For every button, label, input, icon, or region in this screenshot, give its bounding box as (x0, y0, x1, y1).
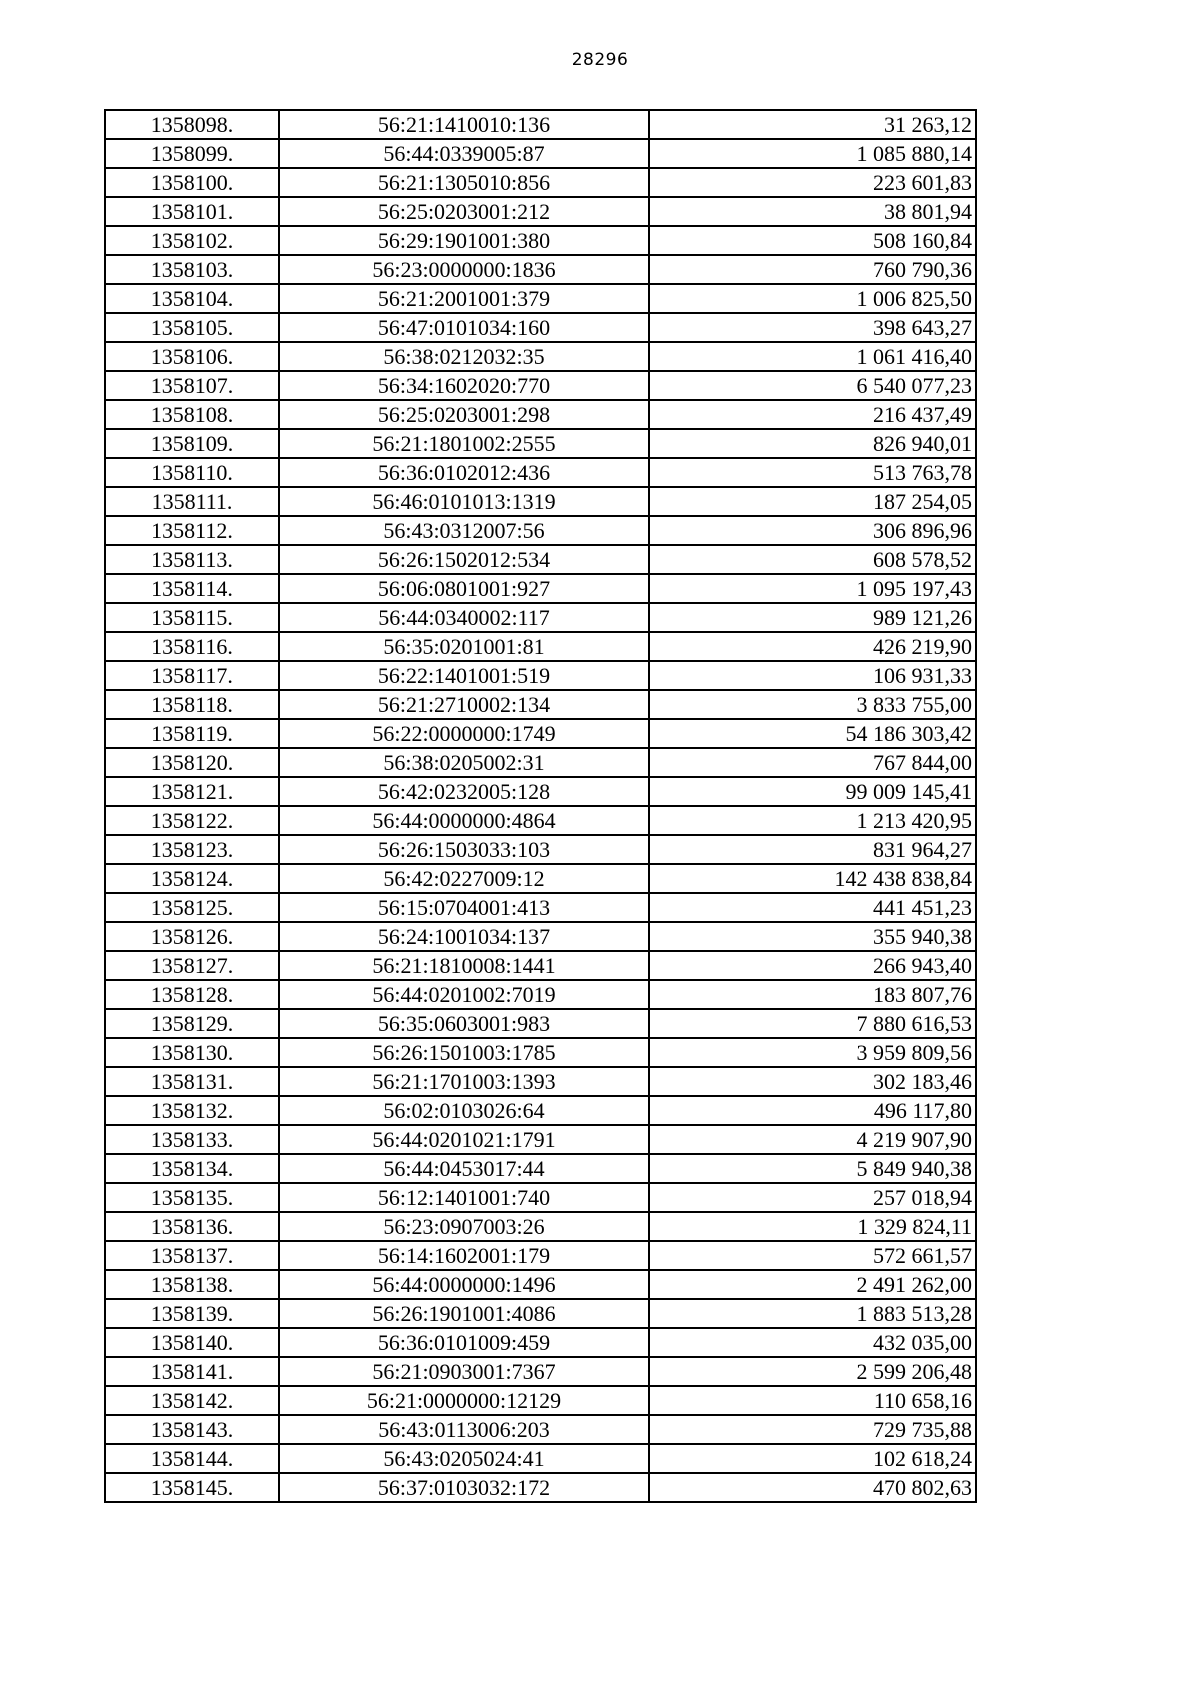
row-number-cell: 1358139. (105, 1299, 279, 1328)
row-number-cell: 1358126. (105, 922, 279, 951)
row-number-cell: 1358115. (105, 603, 279, 632)
row-number-cell: 1358132. (105, 1096, 279, 1125)
row-number-cell: 1358102. (105, 226, 279, 255)
cadastral-value-cell: 142 438 838,84 (649, 864, 976, 893)
cadastral-number-cell: 56:14:1602001:179 (279, 1241, 649, 1270)
table-row (105, 806, 976, 835)
table-row (105, 1067, 976, 1096)
cadastral-value-cell: 5 849 940,38 (649, 1154, 976, 1183)
row-number-cell: 1358099. (105, 139, 279, 168)
cadastral-value-cell: 223 601,83 (649, 168, 976, 197)
table-row (105, 893, 976, 922)
cadastral-number-cell: 56:36:0102012:436 (279, 458, 649, 487)
table-row (105, 632, 976, 661)
cadastral-number-cell: 56:21:2710002:134 (279, 690, 649, 719)
cadastral-value-cell: 187 254,05 (649, 487, 976, 516)
table-row (105, 1038, 976, 1067)
row-number-cell: 1358131. (105, 1067, 279, 1096)
row-number-cell: 1358107. (105, 371, 279, 400)
cadastral-number-cell: 56:22:1401001:519 (279, 661, 649, 690)
cadastral-value-cell: 826 940,01 (649, 429, 976, 458)
cadastral-value-cell: 1 085 880,14 (649, 139, 976, 168)
row-number-cell: 1358138. (105, 1270, 279, 1299)
cadastral-value-cell: 441 451,23 (649, 893, 976, 922)
row-number-cell: 1358122. (105, 806, 279, 835)
row-number-cell: 1358108. (105, 400, 279, 429)
row-number-cell: 1358143. (105, 1415, 279, 1444)
table-row (105, 1270, 976, 1299)
table-row (105, 255, 976, 284)
cadastral-number-cell: 56:24:1001034:137 (279, 922, 649, 951)
table-row (105, 284, 976, 313)
cadastral-value-cell: 508 160,84 (649, 226, 976, 255)
row-number-cell: 1358133. (105, 1125, 279, 1154)
cadastral-number-cell: 56:26:1901001:4086 (279, 1299, 649, 1328)
table-row (105, 1241, 976, 1270)
table-body (105, 110, 976, 1502)
row-number-cell: 1358101. (105, 197, 279, 226)
cadastral-value-cell: 426 219,90 (649, 632, 976, 661)
table-row (105, 168, 976, 197)
row-number-cell: 1358117. (105, 661, 279, 690)
cadastral-number-cell: 56:26:1503033:103 (279, 835, 649, 864)
table-row (105, 1415, 976, 1444)
cadastral-number-cell: 56:44:0000000:4864 (279, 806, 649, 835)
cadastral-value-cell: 183 807,76 (649, 980, 976, 1009)
cadastral-value-cell: 1 329 824,11 (649, 1212, 976, 1241)
table-row (105, 1125, 976, 1154)
row-number-cell: 1358111. (105, 487, 279, 516)
cadastral-value-cell: 99 009 145,41 (649, 777, 976, 806)
table-row (105, 429, 976, 458)
row-number-cell: 1358119. (105, 719, 279, 748)
cadastral-value-cell: 513 763,78 (649, 458, 976, 487)
table-row (105, 1183, 976, 1212)
cadastral-number-cell: 56:44:0339005:87 (279, 139, 649, 168)
cadastral-number-cell: 56:35:0201001:81 (279, 632, 649, 661)
table-row (105, 922, 976, 951)
row-number-cell: 1358124. (105, 864, 279, 893)
cadastral-value-cell: 496 117,80 (649, 1096, 976, 1125)
cadastral-value-cell: 7 880 616,53 (649, 1009, 976, 1038)
cadastral-number-cell: 56:44:0000000:1496 (279, 1270, 649, 1299)
row-number-cell: 1358104. (105, 284, 279, 313)
cadastral-value-cell: 989 121,26 (649, 603, 976, 632)
table-row (105, 1444, 976, 1473)
cadastral-number-cell: 56:43:0113006:203 (279, 1415, 649, 1444)
row-number-cell: 1358110. (105, 458, 279, 487)
cadastral-number-cell: 56:36:0101009:459 (279, 1328, 649, 1357)
table-row (105, 719, 976, 748)
cadastral-value-cell: 38 801,94 (649, 197, 976, 226)
cadastral-number-cell: 56:37:0103032:172 (279, 1473, 649, 1502)
cadastral-value-cell: 1 213 420,95 (649, 806, 976, 835)
row-number-cell: 1358128. (105, 980, 279, 1009)
row-number-cell: 1358112. (105, 516, 279, 545)
cadastral-value-cell: 106 931,33 (649, 661, 976, 690)
cadastral-number-cell: 56:43:0312007:56 (279, 516, 649, 545)
row-number-cell: 1358106. (105, 342, 279, 371)
cadastral-number-cell: 56:23:0907003:26 (279, 1212, 649, 1241)
table-row (105, 1386, 976, 1415)
table-row (105, 226, 976, 255)
table-row (105, 1299, 976, 1328)
cadastral-value-table (104, 109, 977, 1503)
row-number-cell: 1358130. (105, 1038, 279, 1067)
row-number-cell: 1358118. (105, 690, 279, 719)
row-number-cell: 1358136. (105, 1212, 279, 1241)
cadastral-value-cell: 831 964,27 (649, 835, 976, 864)
row-number-cell: 1358100. (105, 168, 279, 197)
row-number-cell: 1358134. (105, 1154, 279, 1183)
cadastral-number-cell: 56:21:0903001:7367 (279, 1357, 649, 1386)
cadastral-value-cell: 4 219 907,90 (649, 1125, 976, 1154)
row-number-cell: 1358098. (105, 110, 279, 139)
cadastral-number-cell: 56:38:0205002:31 (279, 748, 649, 777)
row-number-cell: 1358121. (105, 777, 279, 806)
cadastral-number-cell: 56:46:0101013:1319 (279, 487, 649, 516)
row-number-cell: 1358141. (105, 1357, 279, 1386)
cadastral-value-cell: 1 061 416,40 (649, 342, 976, 371)
cadastral-value-cell: 110 658,16 (649, 1386, 976, 1415)
table-row (105, 574, 976, 603)
row-number-cell: 1358142. (105, 1386, 279, 1415)
cadastral-value-cell: 608 578,52 (649, 545, 976, 574)
table-row (105, 835, 976, 864)
page-number: 28296 (571, 50, 629, 70)
cadastral-number-cell: 56:44:0201021:1791 (279, 1125, 649, 1154)
cadastral-number-cell: 56:21:2001001:379 (279, 284, 649, 313)
cadastral-value-cell: 302 183,46 (649, 1067, 976, 1096)
row-number-cell: 1358105. (105, 313, 279, 342)
cadastral-value-cell: 31 263,12 (649, 110, 976, 139)
cadastral-number-cell: 56:25:0203001:298 (279, 400, 649, 429)
cadastral-number-cell: 56:38:0212032:35 (279, 342, 649, 371)
table-row (105, 1473, 976, 1502)
cadastral-number-cell: 56:44:0340002:117 (279, 603, 649, 632)
table-row (105, 197, 976, 226)
cadastral-number-cell: 56:21:1305010:856 (279, 168, 649, 197)
cadastral-number-cell: 56:12:1401001:740 (279, 1183, 649, 1212)
row-number-cell: 1358109. (105, 429, 279, 458)
cadastral-number-cell: 56:21:0000000:12129 (279, 1386, 649, 1415)
row-number-cell: 1358113. (105, 545, 279, 574)
table-row (105, 545, 976, 574)
table-row (105, 951, 976, 980)
cadastral-value-cell: 1 006 825,50 (649, 284, 976, 313)
cadastral-number-cell: 56:06:0801001:927 (279, 574, 649, 603)
cadastral-value-cell: 266 943,40 (649, 951, 976, 980)
cadastral-value-cell: 572 661,57 (649, 1241, 976, 1270)
cadastral-value-cell: 470 802,63 (649, 1473, 976, 1502)
table-row (105, 110, 976, 139)
cadastral-value-cell: 3 833 755,00 (649, 690, 976, 719)
cadastral-number-cell: 56:26:1501003:1785 (279, 1038, 649, 1067)
cadastral-value-cell: 102 618,24 (649, 1444, 976, 1473)
cadastral-value-cell: 729 735,88 (649, 1415, 976, 1444)
table-row (105, 1096, 976, 1125)
table-row (105, 371, 976, 400)
cadastral-value-cell: 355 940,38 (649, 922, 976, 951)
table-row (105, 487, 976, 516)
row-number-cell: 1358145. (105, 1473, 279, 1502)
table-row (105, 139, 976, 168)
cadastral-number-cell: 56:21:1810008:1441 (279, 951, 649, 980)
row-number-cell: 1358103. (105, 255, 279, 284)
cadastral-number-cell: 56:44:0453017:44 (279, 1154, 649, 1183)
cadastral-number-cell: 56:02:0103026:64 (279, 1096, 649, 1125)
cadastral-number-cell: 56:42:0227009:12 (279, 864, 649, 893)
cadastral-number-cell: 56:21:1410010:136 (279, 110, 649, 139)
cadastral-number-cell: 56:21:1701003:1393 (279, 1067, 649, 1096)
table-row (105, 603, 976, 632)
cadastral-value-cell: 432 035,00 (649, 1328, 976, 1357)
table-row (105, 748, 976, 777)
row-number-cell: 1358137. (105, 1241, 279, 1270)
cadastral-value-cell: 767 844,00 (649, 748, 976, 777)
cadastral-value-cell: 2 491 262,00 (649, 1270, 976, 1299)
table-row (105, 1357, 976, 1386)
row-number-cell: 1358144. (105, 1444, 279, 1473)
table-row (105, 1328, 976, 1357)
cadastral-number-cell: 56:34:1602020:770 (279, 371, 649, 400)
table-row (105, 1212, 976, 1241)
cadastral-number-cell: 56:35:0603001:983 (279, 1009, 649, 1038)
row-number-cell: 1358140. (105, 1328, 279, 1357)
cadastral-number-cell: 56:43:0205024:41 (279, 1444, 649, 1473)
cadastral-value-cell: 398 643,27 (649, 313, 976, 342)
cadastral-value-cell: 6 540 077,23 (649, 371, 976, 400)
cadastral-number-cell: 56:23:0000000:1836 (279, 255, 649, 284)
table-row (105, 690, 976, 719)
cadastral-number-cell: 56:25:0203001:212 (279, 197, 649, 226)
cadastral-value-cell: 1 883 513,28 (649, 1299, 976, 1328)
row-number-cell: 1358127. (105, 951, 279, 980)
cadastral-number-cell: 56:42:0232005:128 (279, 777, 649, 806)
cadastral-number-cell: 56:47:0101034:160 (279, 313, 649, 342)
table-row (105, 777, 976, 806)
cadastral-number-cell: 56:26:1502012:534 (279, 545, 649, 574)
row-number-cell: 1358114. (105, 574, 279, 603)
row-number-cell: 1358129. (105, 1009, 279, 1038)
row-number-cell: 1358125. (105, 893, 279, 922)
table-row (105, 864, 976, 893)
cadastral-value-cell: 760 790,36 (649, 255, 976, 284)
cadastral-value-cell: 3 959 809,56 (649, 1038, 976, 1067)
cadastral-value-cell: 257 018,94 (649, 1183, 976, 1212)
row-number-cell: 1358135. (105, 1183, 279, 1212)
cadastral-value-cell: 306 896,96 (649, 516, 976, 545)
cadastral-number-cell: 56:29:1901001:380 (279, 226, 649, 255)
table-row (105, 400, 976, 429)
cadastral-value-cell: 2 599 206,48 (649, 1357, 976, 1386)
cadastral-value-cell: 1 095 197,43 (649, 574, 976, 603)
cadastral-value-cell: 54 186 303,42 (649, 719, 976, 748)
cadastral-value-cell: 216 437,49 (649, 400, 976, 429)
cadastral-number-cell: 56:44:0201002:7019 (279, 980, 649, 1009)
table-row (105, 980, 976, 1009)
table-row (105, 516, 976, 545)
row-number-cell: 1358120. (105, 748, 279, 777)
row-number-cell: 1358123. (105, 835, 279, 864)
row-number-cell: 1358116. (105, 632, 279, 661)
table-row (105, 458, 976, 487)
table-row (105, 342, 976, 371)
cadastral-number-cell: 56:21:1801002:2555 (279, 429, 649, 458)
cadastral-number-cell: 56:22:0000000:1749 (279, 719, 649, 748)
table-row (105, 1009, 976, 1038)
table-row (105, 661, 976, 690)
table-row (105, 313, 976, 342)
cadastral-number-cell: 56:15:0704001:413 (279, 893, 649, 922)
table-row (105, 1154, 976, 1183)
